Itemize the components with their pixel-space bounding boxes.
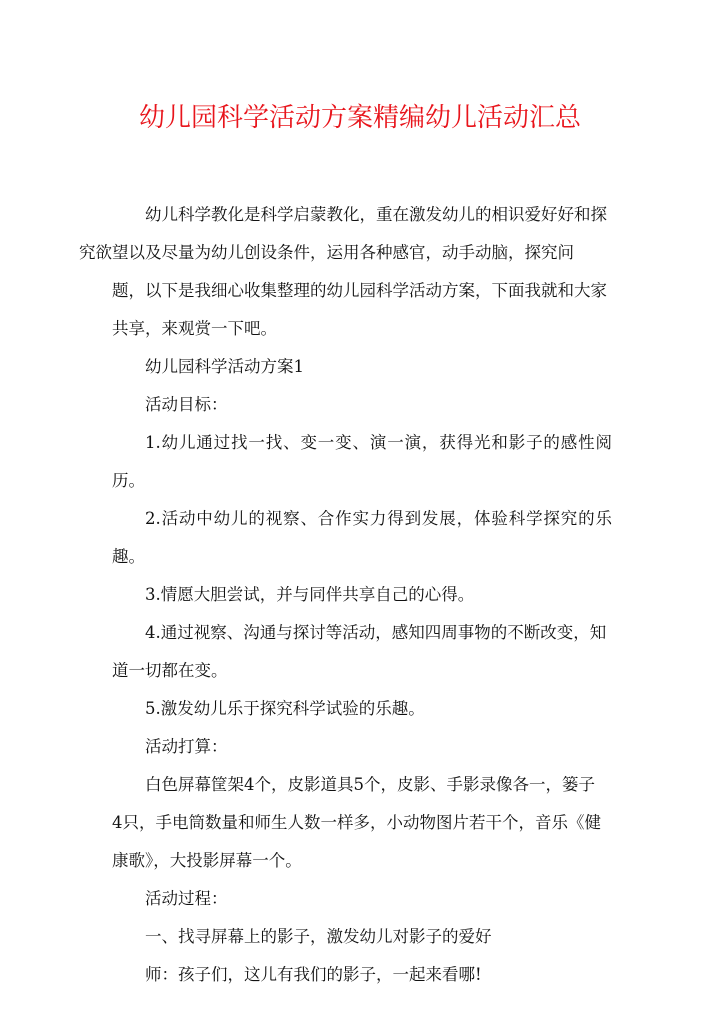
- goal-item: 2.活动中幼儿的视察、合作实力得到发展，体验科学探究的乐趣。: [112, 509, 612, 566]
- teacher-line: 师：孩子们，这儿有我们的影子，一起来看哪!: [145, 965, 482, 984]
- goals-heading: 活动目标：: [145, 395, 228, 414]
- prep-paragraph: [112, 766, 612, 880]
- process-step: 一、找寻屏幕上的影子，激发幼儿对影子的爱好: [145, 927, 492, 946]
- goal-item: [112, 614, 612, 690]
- goal-item: 3.情愿大胆尝试，并与同伴共享自己的心得。: [145, 585, 475, 604]
- prep-line: 4只，手电筒数量和师生人数一样多，小动物图片若干个，音乐《健: [112, 813, 601, 832]
- prep-heading: 活动打算：: [145, 737, 228, 756]
- goal-line: 4.通过视察、沟通与探讨等活动，感知四周事物的不断改变，知: [145, 623, 607, 642]
- document-title: 幼儿园科学活动方案精编幼儿活动汇总: [138, 103, 581, 133]
- intro-line: 共享，来观赏一下吧。: [112, 319, 277, 338]
- prep-line: 白色屏幕筐架4个，皮影道具5个，皮影、手影录像各一，篓子: [145, 775, 595, 794]
- process-heading: 活动过程：: [145, 889, 228, 908]
- goal-line: 道一切都在变。: [112, 661, 228, 680]
- goal-item: 1.幼儿通过找一找、变一变、演一演，获得光和影子的感性阅历。: [112, 433, 612, 490]
- intro-line: 究欲望以及尽量为幼儿创设条件，运用各种感官，动手动脑，探究问: [79, 243, 574, 262]
- intro-line: 幼儿科学教化是科学启蒙教化，重在激发幼儿的相识爱好好和探: [145, 205, 607, 224]
- goal-item: 5.激发幼儿乐于探究科学试验的乐趣。: [145, 699, 425, 718]
- prep-line: 康歌》，大投影屏幕一个。: [112, 851, 302, 870]
- document-body: [79, 196, 612, 994]
- intro-line: 题，以下是我细心收集整理的幼儿园科学活动方案，下面我就和大家: [112, 281, 607, 300]
- intro-paragraph: [79, 196, 612, 348]
- section-title: 幼儿园科学活动方案1: [145, 357, 304, 376]
